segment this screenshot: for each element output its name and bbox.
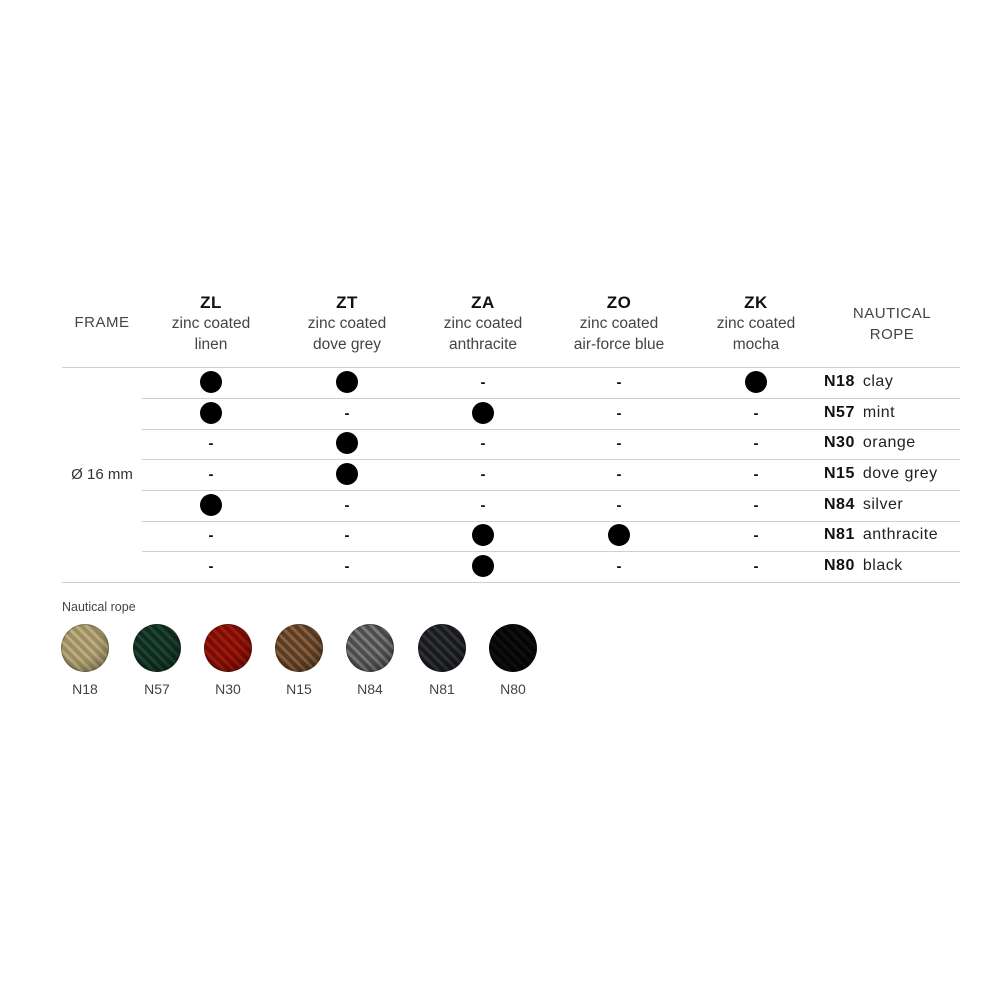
availability-cell	[279, 398, 415, 428]
availability-cell	[688, 459, 824, 489]
rope-header-line: NAUTICAL	[852, 305, 932, 322]
rope-code: N80	[824, 557, 855, 574]
column-header-zo	[551, 292, 687, 355]
unavailable-dash: -	[616, 465, 622, 483]
column-finish: zinc coated	[579, 315, 659, 332]
unavailable-dash: -	[480, 465, 486, 483]
swatch-label: N30	[215, 681, 241, 697]
available-dot-icon	[472, 555, 494, 577]
available-dot-icon	[200, 371, 222, 393]
rope-code: N18	[824, 373, 855, 390]
rope-label	[824, 367, 893, 397]
availability-cell	[279, 520, 415, 550]
frame-size: Ø 16 mm	[71, 466, 133, 483]
availability-cell	[143, 367, 279, 397]
unavailable-dash: -	[208, 434, 214, 452]
unavailable-dash: -	[753, 404, 759, 422]
swatch-label: N15	[286, 681, 312, 697]
rope-swatch-n15	[275, 624, 323, 672]
unavailable-dash: -	[616, 373, 622, 391]
availability-cell	[143, 490, 279, 520]
swatch-label: N84	[357, 681, 383, 697]
availability-cell	[415, 367, 551, 397]
availability-cell	[688, 398, 824, 428]
available-dot-icon	[608, 524, 630, 546]
available-dot-icon	[336, 371, 358, 393]
available-dot-icon	[336, 432, 358, 454]
availability-cell	[415, 520, 551, 550]
unavailable-dash: -	[753, 465, 759, 483]
column-color: anthracite	[448, 336, 518, 353]
unavailable-dash: -	[753, 496, 759, 514]
unavailable-dash: -	[753, 557, 759, 575]
available-dot-icon	[472, 402, 494, 424]
column-finish: zinc coated	[443, 315, 523, 332]
availability-cell	[279, 459, 415, 489]
availability-cell	[551, 520, 687, 550]
rope-header-line: ROPE	[869, 326, 915, 343]
column-header-zt	[279, 292, 415, 355]
column-code: ZO	[606, 293, 632, 312]
swatch-label: N81	[429, 681, 455, 697]
availability-cell	[143, 520, 279, 550]
swatch-title: Nautical rope	[62, 600, 136, 614]
unavailable-dash: -	[616, 557, 622, 575]
table-divider	[62, 582, 960, 583]
rope-label	[824, 428, 916, 458]
swatch-label: N18	[72, 681, 98, 697]
rope-name: mint	[862, 404, 896, 421]
nautical-rope-header	[832, 303, 952, 345]
unavailable-dash: -	[616, 404, 622, 422]
rope-name: silver	[862, 496, 904, 513]
rope-code: N15	[824, 465, 855, 482]
unavailable-dash: -	[344, 404, 350, 422]
column-code: ZL	[200, 293, 222, 312]
rope-swatch-n81	[418, 624, 466, 672]
column-color: linen	[194, 336, 228, 353]
availability-cell	[688, 367, 824, 397]
unavailable-dash: -	[753, 434, 759, 452]
availability-cell	[688, 520, 824, 550]
rope-name: dove grey	[862, 465, 938, 482]
availability-cell	[551, 428, 687, 458]
unavailable-dash: -	[616, 434, 622, 452]
column-code: ZA	[471, 293, 495, 312]
availability-cell	[551, 459, 687, 489]
column-finish: zinc coated	[307, 315, 387, 332]
column-header-za	[415, 292, 551, 355]
availability-cell	[551, 490, 687, 520]
rope-name: black	[862, 557, 903, 574]
availability-cell	[415, 398, 551, 428]
rope-swatch-n57	[133, 624, 181, 672]
rope-swatch-n84	[346, 624, 394, 672]
available-dot-icon	[472, 524, 494, 546]
rope-label	[824, 551, 903, 581]
column-code: ZT	[336, 293, 358, 312]
availability-cell	[551, 398, 687, 428]
column-header-zk	[688, 292, 824, 355]
available-dot-icon	[200, 494, 222, 516]
frame-header: FRAME	[74, 314, 130, 331]
rope-swatch-n80	[489, 624, 537, 672]
unavailable-dash: -	[344, 526, 350, 544]
availability-cell	[688, 428, 824, 458]
rope-code: N84	[824, 496, 855, 513]
availability-cell	[688, 490, 824, 520]
available-dot-icon	[336, 463, 358, 485]
availability-cell	[415, 459, 551, 489]
availability-cell	[279, 551, 415, 581]
unavailable-dash: -	[616, 496, 622, 514]
swatch-label: N80	[500, 681, 526, 697]
availability-cell	[415, 428, 551, 458]
unavailable-dash: -	[344, 557, 350, 575]
availability-cell	[415, 551, 551, 581]
column-code: ZK	[744, 293, 768, 312]
rope-label	[824, 490, 903, 520]
available-dot-icon	[200, 402, 222, 424]
availability-cell	[143, 459, 279, 489]
availability-cell	[279, 490, 415, 520]
availability-cell	[143, 428, 279, 458]
rope-swatch-n18	[61, 624, 109, 672]
unavailable-dash: -	[208, 465, 214, 483]
unavailable-dash: -	[208, 557, 214, 575]
unavailable-dash: -	[208, 526, 214, 544]
availability-cell	[279, 367, 415, 397]
unavailable-dash: -	[480, 496, 486, 514]
rope-swatch-n30	[204, 624, 252, 672]
column-color: mocha	[732, 336, 780, 353]
column-finish: zinc coated	[171, 315, 251, 332]
rope-name: clay	[862, 373, 894, 390]
rope-name: orange	[862, 434, 916, 451]
unavailable-dash: -	[480, 434, 486, 452]
unavailable-dash: -	[344, 496, 350, 514]
rope-label	[824, 520, 938, 550]
column-color: air-force blue	[573, 336, 665, 353]
rope-label	[824, 398, 895, 428]
availability-cell	[415, 490, 551, 520]
swatch-label: N57	[144, 681, 170, 697]
unavailable-dash: -	[480, 373, 486, 391]
rope-label	[824, 459, 938, 489]
availability-cell	[279, 428, 415, 458]
rope-code: N30	[824, 434, 855, 451]
rope-name: anthracite	[862, 526, 939, 543]
availability-cell	[143, 398, 279, 428]
unavailable-dash: -	[753, 526, 759, 544]
column-header-zl	[143, 292, 279, 355]
rope-code: N57	[824, 404, 855, 421]
column-color: dove grey	[312, 336, 382, 353]
column-finish: zinc coated	[716, 315, 796, 332]
available-dot-icon	[745, 371, 767, 393]
availability-cell	[551, 367, 687, 397]
availability-cell	[688, 551, 824, 581]
rope-code: N81	[824, 526, 855, 543]
availability-cell	[551, 551, 687, 581]
availability-cell	[143, 551, 279, 581]
